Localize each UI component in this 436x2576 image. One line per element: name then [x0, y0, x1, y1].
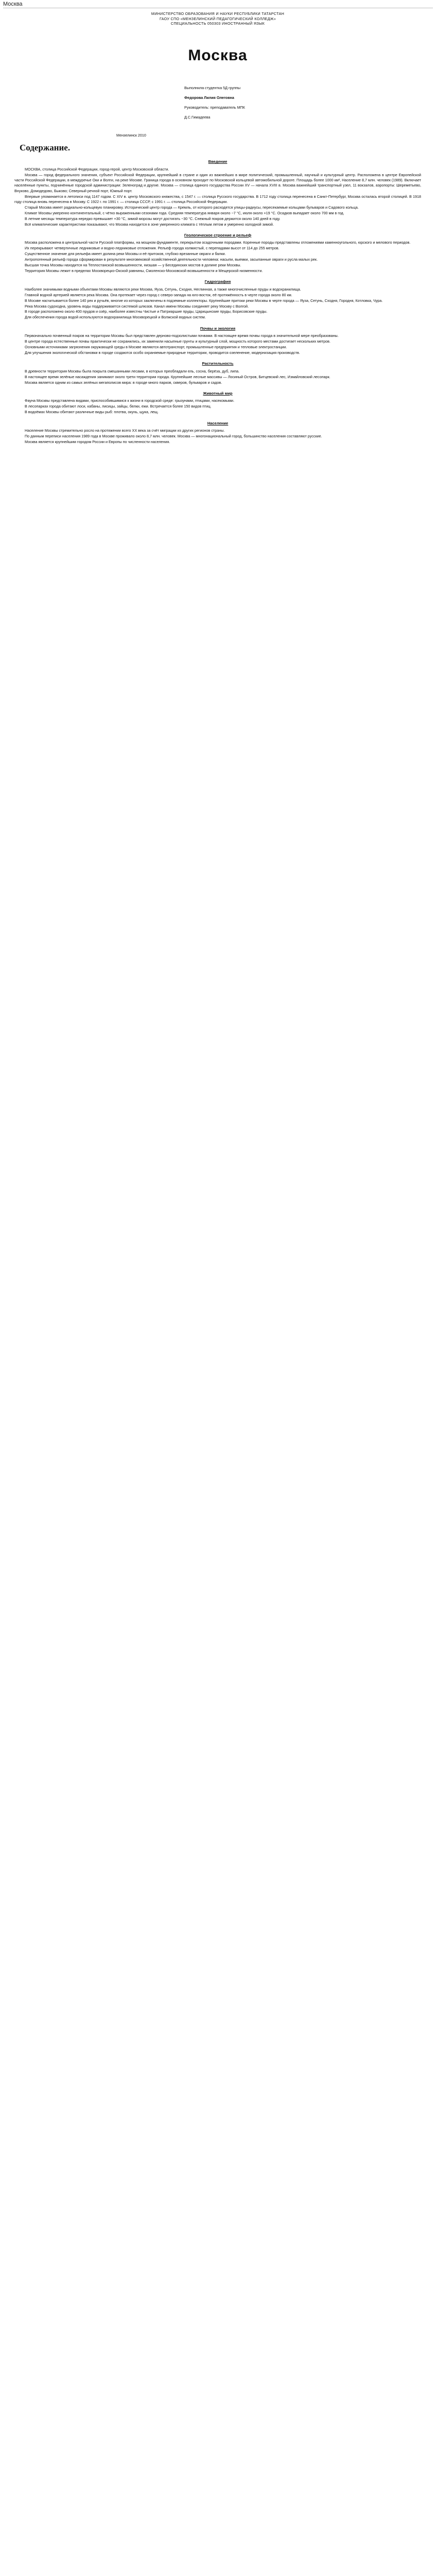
paragraph: В Москве насчитывается более 140 рек и ручьёв, многие из которых заключены в подземные коллекторы. Крупнейшие притоки реки Москвы в черте города — Яуза, Сетунь, Сходня, Городня, Котловка, Чура.: [25, 298, 383, 303]
paragraph: Москва расположена в центральной части Русской платформы, на мощном фундаменте, перекрытом осадочными породами. Коренные породы представлены отложениями каменноугольного, юрского и мелового периодов.: [25, 240, 411, 245]
paragraph: Высшая точка Москвы находится на Теплостанской возвышенности, низшая — у Бесединских мостов в долине реки Москвы.: [25, 263, 241, 268]
paragraph: Существенное значение для рельефа имеет долина реки Москвы и её притоков, глубоко врезанные овраги и балки.: [25, 251, 226, 257]
paragraph: Москва является одним из самых зелёных мегаполисов мира: в городе много парков, скверов, бульваров и садов.: [25, 380, 222, 385]
paragraph: Климат Москвы умеренно континентальный, с чётко выраженными сезонами года. Средняя температура января около −7 °C, июля около +19 °C. Осадков выпадает около 700 мм в год.: [25, 210, 344, 215]
header-line: МИНИСТЕРСТВО ОБРАЗОВАНИЯ И НАУКИ РЕСПУБЛИКИ ТАТАРСТАН: [151, 11, 285, 16]
page-title: Москва: [188, 46, 248, 64]
paragraph: Территория Москвы лежит в пределах Москворецко-Окской равнины, Смоленско-Московской возвышенности и Мещерской низменности.: [25, 268, 263, 273]
paragraph: Наиболее значимыми водными объектами Москвы являются реки Москва, Яуза, Сетунь, Сходня, Неглинная, а также многочисленные пруды и водохранилища.: [25, 286, 301, 292]
ministry-header: [14, 11, 421, 26]
paragraph: Река Москва судоходна, уровень воды поддерживается системой шлюзов. Канал имени Москвы соединяет реку Москву с Волгой.: [25, 303, 249, 309]
paragraph: Для улучшения экологической обстановки в городе создаются особо охраняемые природные территории, проводится озеленение, модернизация производств.: [25, 350, 300, 355]
paragraph: По данным переписи населения 1989 года в Москве проживало около 8,7 млн. человек. Москва — многонациональный город, большинство населения составляют русские.: [25, 433, 322, 438]
student-name: Федорова Лилия Олеговна: [184, 95, 234, 100]
paragraph: Их перекрывают четвертичные ледниковые и водно-ледниковые отложения. Рельеф города холмистый, с перепадами высот от 114 до 255 метров.: [25, 246, 280, 251]
section-heading: Почвы и экология: [200, 326, 236, 331]
header-line: ГАОУ СПО «МЕНЗЕЛИНСКИЙ ПЕДАГОГИЧЕСКИЙ КОЛЛЕДЖ»: [159, 16, 276, 21]
document: [14, 11, 421, 445]
paragraph: Старый Москва имеет радиально-кольцевую планировку. Исторический центр города — Кремль, от которого расходятся улицы-радиусы, пересекаемые кольцами бульваров и Садового кольца.: [25, 205, 359, 210]
document-body: [14, 159, 421, 445]
city-year: Мензелинск 2010: [116, 132, 146, 138]
paragraph: В городе расположено около 400 прудов и озёр, наиболее известны Чистые и Патриаршие пруды, Царицынские пруды, Борисовские пруды.: [25, 309, 268, 314]
paragraph: МОСКВА, столица Российской Федерации, город-герой, центр Московской области.: [25, 166, 169, 172]
supervisor-label: Руководитель: преподаватель МПК: [184, 105, 245, 110]
paragraph: Москва — город федерального значения, субъект Российской Федерации, крупнейший в стране и один из важнейших в мире политический, промышленный, научный и культурный центр. Расположена в центре Европейской части Российской Федерации, в междуречье Оки и Волги, на реке Москве. Граница города в основном проходит по Московской кольцевой автомобильной дороге. Площадь более 1000 км², Население 8,7 млн. человек (1989). Включает населённые пункты, подчинённые городской администрации: Зеленоград и другие. Москва — столица единого государства России XV — начала XVIII в. Москва важнейший транспортный узел, 11 вокзалов, аэропорты: Шереметьево, Внуково, Домодедово, Быково; Северный речной порт, Южный порт.: [14, 172, 421, 193]
toc-heading: Содержание.: [20, 143, 71, 153]
paragraph: В водоёмах Москвы обитают различные виды рыб: плотва, окунь, щука, лещ.: [25, 410, 159, 415]
paragraph: Москва является крупнейшим городом России и Европы по численности населения.: [25, 439, 170, 444]
section-heading: Животный мир: [203, 391, 233, 396]
section-heading: Геологическое строение и рельеф: [184, 233, 252, 238]
paragraph: В лесопарках города обитают лоси, кабаны, лисицы, зайцы, белки, ежи. Встречается более 150 видов птиц.: [25, 404, 212, 409]
paragraph: Население Москвы стремительно росло на протяжении всего XX века за счёт миграции из других регионов страны.: [25, 428, 225, 433]
section-heading: Растительность: [202, 361, 234, 366]
paragraph: Впервые упоминается в летописи под 1147 годом. С XIV в. центр Московского княжества, с 1547 г. — столица Русского государства. В 1712 году столица перенесена в Санкт-Петербург, Москва осталась второй столицей. В 1918 году столица вновь перенесена в Москву. С 1922 г. по 1991 г. — столица СССР, с 1991 г. — столица Российской Федерации.: [14, 194, 421, 205]
paragraph: Фауна Москвы представлена видами, приспособившимися к жизни в городской среде: грызунами, птицами, насекомыми.: [25, 398, 235, 403]
paragraph: В летние месяцы температура нередко превышает +30 °C, зимой морозы могут достигать −30 °C. Снежный покров держится около 140 дней в году.: [25, 216, 281, 221]
supervisor-name: Д.С.Гимадеева: [184, 114, 211, 120]
header-line: СПЕЦИАЛЬНОСТЬ 050303 ИНОСТРАННЫЙ ЯЗЫК: [170, 21, 265, 26]
paragraph: В настоящее время зелёные насаждения занимают около трети территории города. Крупнейшие лесные массивы — Лосиный Остров, Битцевский лес, Измайловский лесопарк.: [25, 374, 330, 379]
paragraph: В центре города естественные почвы практически не сохранились, их заменили насыпные грунты и культурный слой, мощность которого местами достигает нескольких метров.: [25, 339, 330, 344]
paragraph: Антропогенный рельеф города сформирован в результате многовековой хозяйственной деятельности человека: насыпи, выемки, засыпанные овраги и русла малых рек.: [25, 257, 318, 262]
paragraph: Первоначально почвенный покров на территории Москвы был представлен дерново-подзолистыми почвами. В настоящее время почвы города в значительной мере преобразованы.: [25, 333, 339, 338]
section-heading: Население: [207, 420, 229, 426]
paragraph: В древности территория Москвы была покрыта смешанными лесами, в которых преобладали ель, сосна, берёза, дуб, липа.: [25, 368, 240, 374]
paragraph: Главной водной артерией является река Москва. Она протекает через город с северо-запада на юго-восток, её протяжённость в черте города около 80 км.: [25, 292, 292, 297]
paragraph: Для обеспечения города водой используются водохранилища Москворецкой и Волжской водных систем.: [25, 315, 206, 320]
window-title: Москва: [3, 2, 433, 8]
section-heading: Гидрография: [204, 279, 231, 284]
paragraph: Всё климатические характеристики показывают, что Москва находится в зоне умеренного климата с тёплым летом и умеренно холодной зимой.: [25, 222, 274, 227]
section-heading: Введение: [208, 159, 228, 164]
author-info: [184, 85, 421, 121]
paragraph: Основными источниками загрязнения окружающей среды в Москве являются автотранспорт, промышленные предприятия и тепловые электростанции.: [25, 344, 287, 349]
performed-by: Выполнила студентка 5Д группы: [184, 85, 241, 90]
